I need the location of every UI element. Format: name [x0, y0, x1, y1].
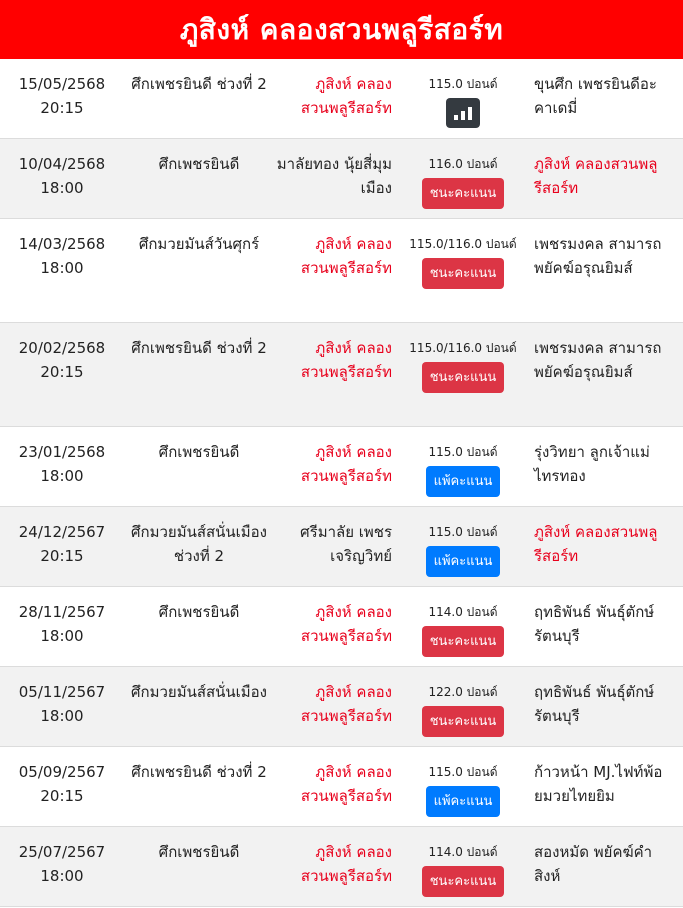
result-badge[interactable]: ชนะคะแนน [422, 178, 505, 209]
fight-date: 28/11/2567 [18, 603, 106, 621]
fighter-right[interactable]: เพชรมงคล สามารถพยัคฆ์อรุณยิมส์ [534, 339, 662, 381]
fight-row [0, 59, 683, 139]
fight-time: 18:00 [40, 259, 84, 277]
fight-result [400, 507, 526, 577]
event-name: ศึกเพชรยินดี [158, 155, 240, 173]
fighter-left[interactable]: ภูสิงห์ คลองสวนพลูรีสอร์ท [300, 443, 392, 485]
weight-class: 114.0 ปอนด์ [428, 605, 498, 619]
fight-result [400, 139, 526, 209]
fight-row [0, 587, 683, 667]
fight-date: 14/03/2568 [18, 235, 106, 253]
fight-time: 20:15 [40, 787, 84, 805]
fighter-left[interactable]: ภูสิงห์ คลองสวนพลูรีสอร์ท [300, 235, 392, 277]
fighter-right[interactable]: ภูสิงห์ คลองสวนพลูรีสอร์ท [534, 155, 658, 197]
event-name: ศึกมวยมันส์วันศุกร์ [138, 235, 260, 253]
result-badge[interactable]: แพ้คะแนน [426, 466, 501, 497]
fight-date: 15/05/2568 [18, 75, 106, 93]
fighter-right[interactable]: ฤทธิพันธ์ พันธุ์ตักษ์รัตนบุรี [534, 603, 655, 645]
fight-date: 25/07/2567 [18, 843, 106, 861]
fight-date: 24/12/2567 [18, 523, 106, 541]
weight-class: 115.0 ปอนด์ [428, 77, 498, 91]
fight-row [0, 427, 683, 507]
fight-result [400, 827, 526, 897]
event-name: ศึกเพชรยินดี [158, 843, 240, 861]
weight-class: 115.0/116.0 ปอนด์ [409, 237, 517, 251]
fight-history-list [0, 59, 683, 907]
fighter-right[interactable]: รุ่งวิทยา ลูกเจ้าแม่ไทรทอง [534, 443, 650, 485]
result-badge[interactable]: แพ้คะแนน [426, 786, 501, 817]
fight-date: 05/09/2567 [18, 763, 106, 781]
result-badge[interactable]: ชนะคะแนน [422, 626, 505, 657]
event-name: ศึกเพชรยินดี ช่วงที่ 2 [131, 339, 267, 357]
fight-result [400, 219, 526, 289]
fighter-right[interactable]: ฤทธิพันธ์ พันธุ์ตักษ์รัตนบุรี [534, 683, 655, 725]
event-name: ศึกมวยมันส์สนั่นเมือง [130, 683, 267, 701]
weight-class: 114.0 ปอนด์ [428, 845, 498, 859]
fight-result [400, 323, 526, 393]
fight-datetime [0, 507, 124, 568]
fight-time: 20:15 [40, 99, 84, 117]
fight-time: 20:15 [40, 547, 84, 565]
fight-time: 18:00 [40, 179, 84, 197]
fighter-left[interactable]: ภูสิงห์ คลองสวนพลูรีสอร์ท [300, 683, 392, 725]
fight-date: 10/04/2568 [18, 155, 106, 173]
event-name: ศึกเพชรยินดี ช่วงที่ 2 [131, 763, 267, 781]
weight-class: 115.0 ปอนด์ [428, 445, 498, 459]
fighter-left[interactable]: ภูสิงห์ คลองสวนพลูรีสอร์ท [300, 75, 392, 117]
event-name: ศึกมวยมันส์สนั่นเมือง ช่วงที่ 2 [130, 523, 267, 565]
result-badge[interactable]: แพ้คะแนน [426, 546, 501, 577]
fight-datetime [0, 747, 124, 808]
event-name: ศึกเพชรยินดี [158, 443, 240, 461]
fight-result [400, 427, 526, 497]
fight-result [400, 59, 526, 128]
event-name: ศึกเพชรยินดี ช่วงที่ 2 [131, 75, 267, 93]
fight-date: 05/11/2567 [18, 683, 106, 701]
fight-row [0, 323, 683, 427]
fight-datetime [0, 827, 124, 888]
fight-datetime [0, 323, 124, 384]
fighter-right[interactable]: ขุนศึก เพชรยินดีอะคาเดมี่ [534, 75, 657, 117]
result-badge[interactable]: ชนะคะแนน [422, 866, 505, 897]
result-badge[interactable]: ชนะคะแนน [422, 362, 505, 393]
weight-class: 115.0 ปอนด์ [428, 525, 498, 539]
fight-row [0, 507, 683, 587]
fighter-right[interactable]: ก้าวหน้า MJ.ไฟท์พ้อยมวยไทยยิม [534, 763, 663, 805]
fight-row [0, 139, 683, 219]
fight-time: 20:15 [40, 363, 84, 381]
fight-time: 18:00 [40, 867, 84, 885]
fight-time: 18:00 [40, 467, 84, 485]
fight-row [0, 747, 683, 827]
weight-class: 122.0 ปอนด์ [428, 685, 498, 699]
fight-date: 23/01/2568 [18, 443, 106, 461]
fight-datetime [0, 59, 124, 120]
fight-result [400, 747, 526, 817]
fight-row [0, 827, 683, 907]
event-name: ศึกเพชรยินดี [158, 603, 240, 621]
fight-result [400, 587, 526, 657]
page-header [0, 0, 683, 59]
fighter-left[interactable]: ภูสิงห์ คลองสวนพลูรีสอร์ท [300, 603, 392, 645]
fight-datetime [0, 587, 124, 648]
fighter-left[interactable]: ภูสิงห์ คลองสวนพลูรีสอร์ท [300, 763, 392, 805]
fight-time: 18:00 [40, 627, 84, 645]
result-badge[interactable]: ชนะคะแนน [422, 706, 505, 737]
fight-datetime [0, 139, 124, 200]
fight-date: 20/02/2568 [18, 339, 106, 357]
fight-row [0, 667, 683, 747]
fighter-right[interactable]: สองหมัด พยัคฆ์คำสิงห์ [534, 843, 653, 885]
fighter-right[interactable]: ภูสิงห์ คลองสวนพลูรีสอร์ท [534, 523, 658, 565]
stats-chart-icon[interactable] [446, 98, 480, 128]
weight-class: 115.0/116.0 ปอนด์ [409, 341, 517, 355]
fighter-left[interactable]: ภูสิงห์ คลองสวนพลูรีสอร์ท [300, 843, 392, 885]
fighter-right[interactable]: เพชรมงคล สามารถพยัคฆ์อรุณยิมส์ [534, 235, 662, 277]
fighter-left[interactable]: ศรีมาลัย เพชรเจริญวิทย์ [300, 523, 392, 565]
fight-datetime [0, 427, 124, 488]
fighter-left[interactable]: มาลัยทอง นุ้ยสี่มุมเมือง [276, 155, 392, 197]
weight-class: 115.0 ปอนด์ [428, 765, 498, 779]
fight-datetime [0, 667, 124, 728]
page-title: ภูสิงห์ คลองสวนพลูรีสอร์ท [179, 12, 504, 46]
fight-datetime [0, 219, 124, 280]
fight-result [400, 667, 526, 737]
weight-class: 116.0 ปอนด์ [428, 157, 498, 171]
fighter-left[interactable]: ภูสิงห์ คลองสวนพลูรีสอร์ท [300, 339, 392, 381]
fight-time: 18:00 [40, 707, 84, 725]
result-badge[interactable]: ชนะคะแนน [422, 258, 505, 289]
fight-row [0, 219, 683, 323]
